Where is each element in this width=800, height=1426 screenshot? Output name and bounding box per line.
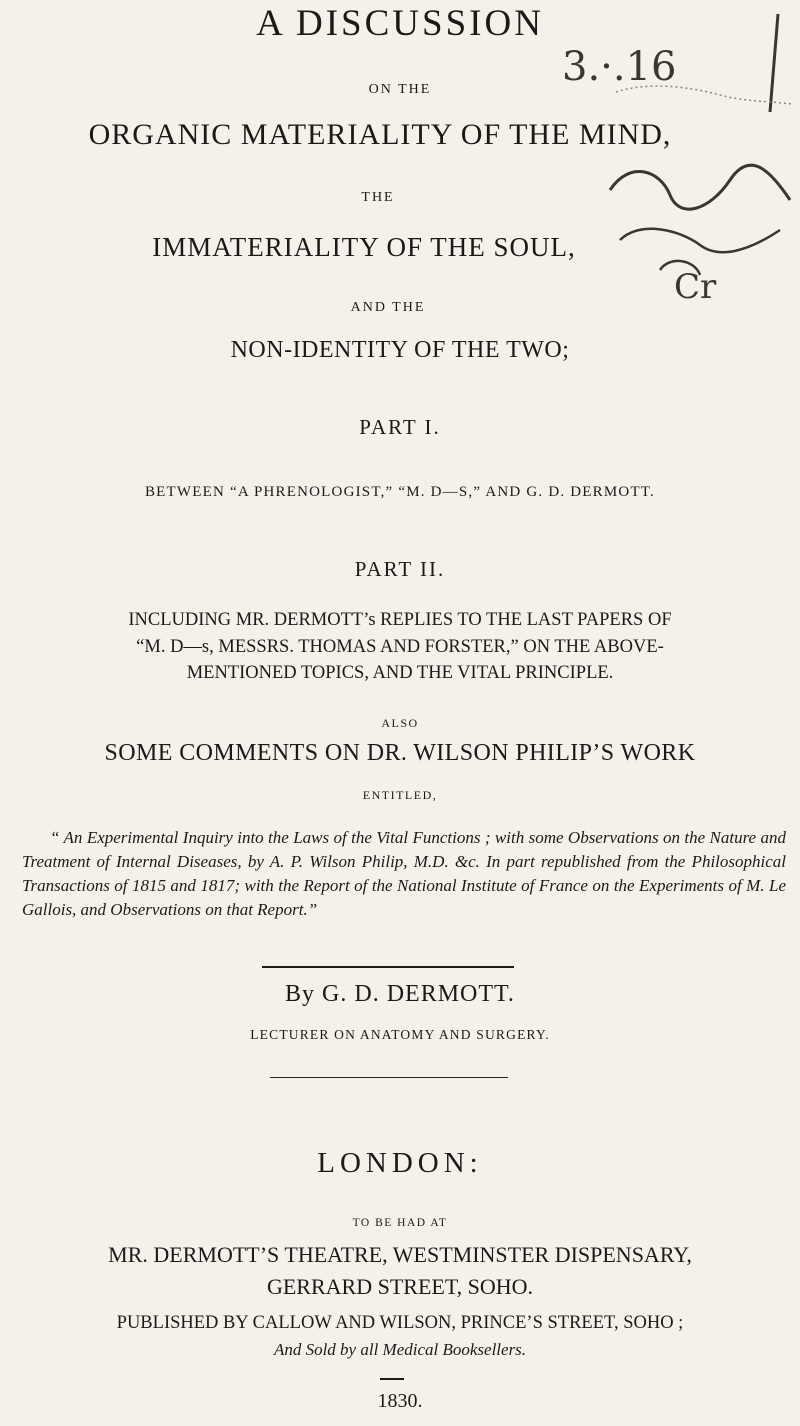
also-label: ALSO bbox=[381, 716, 419, 730]
publisher-line: PUBLISHED BY CALLOW AND WILSON, PRINCE’S STREET, SOHO ; bbox=[116, 1313, 684, 1333]
venue-line-1: MR. DERMOTT’S THEATRE, WESTMINSTER DISPENSARY, bbox=[108, 1242, 692, 1267]
topic-immateriality-soul: IMMATERIALITY OF THE SOUL, bbox=[152, 232, 576, 262]
part-2-text-line-2: “M. D—s, MESSRS. THOMAS AND FORSTER,” ON THE ABOVE- bbox=[136, 637, 664, 657]
part-2-text-line-1: INCLUDING MR. DERMOTT’s REPLIES TO THE LAST PAPERS OF bbox=[128, 610, 672, 630]
comments-title: SOME COMMENTS ON DR. WILSON PHILIP’S WORK bbox=[104, 740, 696, 766]
author-role: LECTURER ON ANATOMY AND SURGERY. bbox=[250, 1027, 550, 1042]
publication-year: 1830. bbox=[377, 1390, 423, 1412]
shelfmark-annotation bbox=[556, 8, 800, 118]
part-1-text: BETWEEN “A PHRENOLOGIST,” “M. D—S,” AND G. D. DERMOTT. bbox=[144, 484, 656, 500]
part-2-heading: PART II. bbox=[354, 557, 446, 581]
topic-non-identity: NON-IDENTITY OF THE TWO; bbox=[230, 337, 570, 363]
and-the-label: AND THE bbox=[350, 300, 426, 315]
shelfmark-text: 3.·.16 bbox=[562, 44, 677, 90]
main-title: A DISCUSSION bbox=[256, 3, 544, 44]
signature-text: Cr bbox=[674, 267, 717, 307]
manuscript-signature bbox=[600, 150, 800, 320]
topic-organic-materiality: ORGANIC MATERIALITY OF THE MIND, bbox=[88, 118, 672, 151]
divider-rule bbox=[262, 966, 514, 968]
author-line: By G. D. DERMOTT. bbox=[285, 981, 515, 1007]
divider-rule-thin bbox=[270, 1077, 508, 1078]
quoted-work-title: “ An Experimental Inquiry into the Laws of the Vital Functions ; with some Observations on the Nature and Treatment of Internal Diseases, by A. P. Wilson Philip, M.D. &c. In part republished from the Philosophical Transactions of 1815 and 1817; with the Report of the National Institute of France on the Experiments of M. Le Gallois, and Observations on that Report.” bbox=[22, 828, 786, 919]
city-imprint: LONDON: bbox=[317, 1147, 483, 1179]
entitled-label: ENTITLED, bbox=[362, 788, 438, 802]
on-the-label: ON THE bbox=[368, 82, 432, 97]
part-2-text-line-3: MENTIONED TOPICS, AND THE VITAL PRINCIPLE. bbox=[186, 663, 614, 683]
short-divider-rule bbox=[380, 1378, 404, 1380]
part-1-heading: PART I. bbox=[359, 415, 441, 439]
the-label: THE bbox=[361, 190, 395, 205]
venue-line-2: GERRARD STREET, SOHO. bbox=[266, 1274, 534, 1299]
to-be-had-label: TO BE HAD AT bbox=[352, 1217, 448, 1229]
sold-by-line: And Sold by all Medical Booksellers. bbox=[273, 1340, 527, 1359]
